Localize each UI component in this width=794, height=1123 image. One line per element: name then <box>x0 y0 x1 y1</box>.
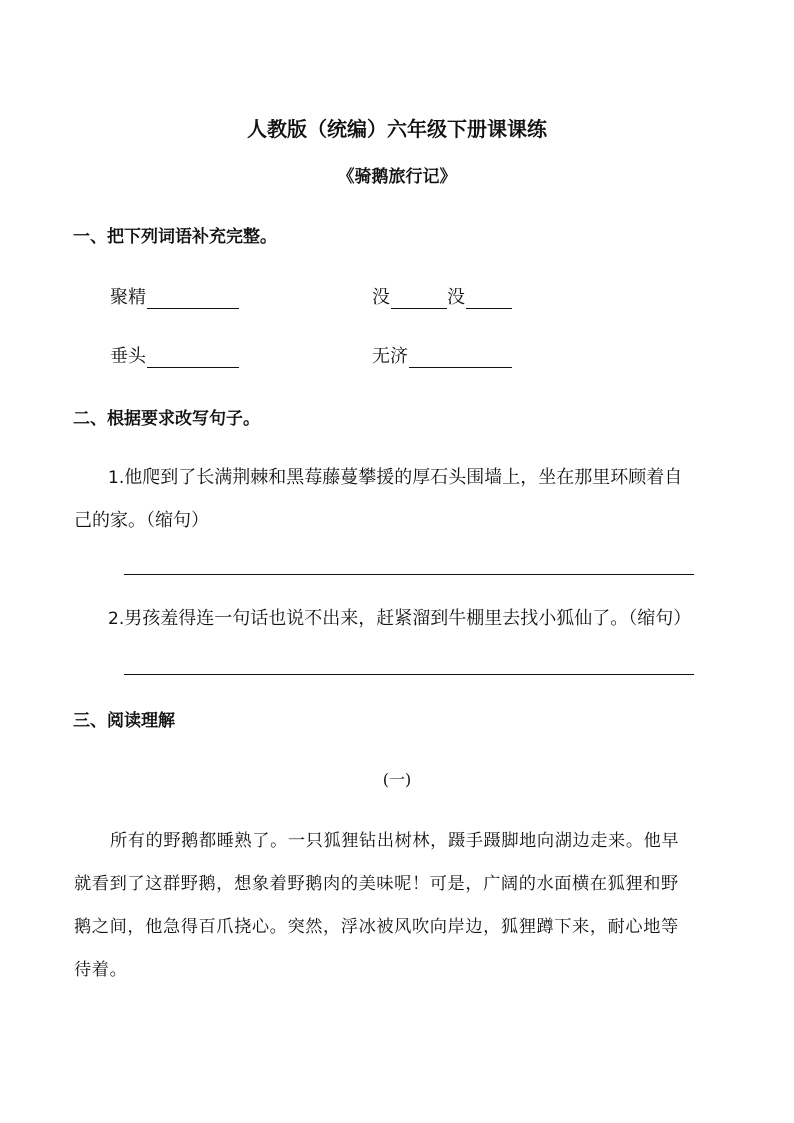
page-subtitle: 《骑鹅旅行记》 <box>337 167 457 187</box>
question-1-text-a: 他爬到了长满荆棘和黑莓藤蔓攀援的厚石头围墙上，坐在那里环顾着自 <box>124 467 683 488</box>
page-title: 人教版（统编）六年级下册课课练 <box>247 117 547 141</box>
fill-blank-3-line[interactable] <box>147 349 239 368</box>
answer-line-2[interactable] <box>124 674 694 675</box>
fill-blank-2-line-b[interactable] <box>466 290 512 309</box>
question-1-line-1 <box>108 463 682 489</box>
fill-blank-1-line[interactable] <box>147 290 239 309</box>
fill-blank-3 <box>110 342 239 368</box>
passage-line-1: 所有的野鹅都睡熟了。一只狐狸钻出树林，蹑手蹑脚地向湖边走来。他早 <box>110 831 680 851</box>
fill-blank-4-prefix: 无济 <box>372 346 408 367</box>
fill-blank-4-line[interactable] <box>409 349 512 368</box>
passage-line-4: 待着。 <box>74 960 128 980</box>
fill-blank-1-prefix: 聚精 <box>110 287 146 308</box>
fill-blank-2-prefix-a: 没 <box>372 287 390 308</box>
section-3-heading: 三、阅读理解 <box>73 711 175 731</box>
reading-part-label: (一) <box>382 770 412 789</box>
section-2-heading: 二、根据要求改写句子。 <box>73 409 260 429</box>
fill-blank-1 <box>110 283 239 309</box>
question-2-line-1 <box>108 604 691 630</box>
passage-line-2: 就看到了这群野鹅，想象着野鹅肉的美味呢！可是，广阔的水面横在狐狸和野 <box>74 874 679 894</box>
fill-blank-3-prefix: 垂头 <box>110 346 146 367</box>
fill-blank-4 <box>372 342 512 368</box>
question-2-text: 男孩羞得连一句话也说不出来，赶紧溜到牛棚里去找小狐仙了。（缩句） <box>124 608 692 629</box>
question-1-line-2: 己的家。（缩句） <box>74 510 209 531</box>
question-1-number: 1. <box>108 468 125 488</box>
fill-blank-2-prefix-b: 没 <box>447 287 465 308</box>
passage-line-3: 鹅之间，他急得百爪挠心。突然，浮冰被风吹向岸边，狐狸蹲下来，耐心地等 <box>74 917 679 937</box>
fill-blank-2 <box>372 283 512 309</box>
question-2-number: 2. <box>108 609 125 629</box>
section-1-heading: 一、把下列词语补充完整。 <box>73 227 277 247</box>
answer-line-1[interactable] <box>124 574 694 575</box>
fill-blank-2-line-a[interactable] <box>391 290 447 309</box>
